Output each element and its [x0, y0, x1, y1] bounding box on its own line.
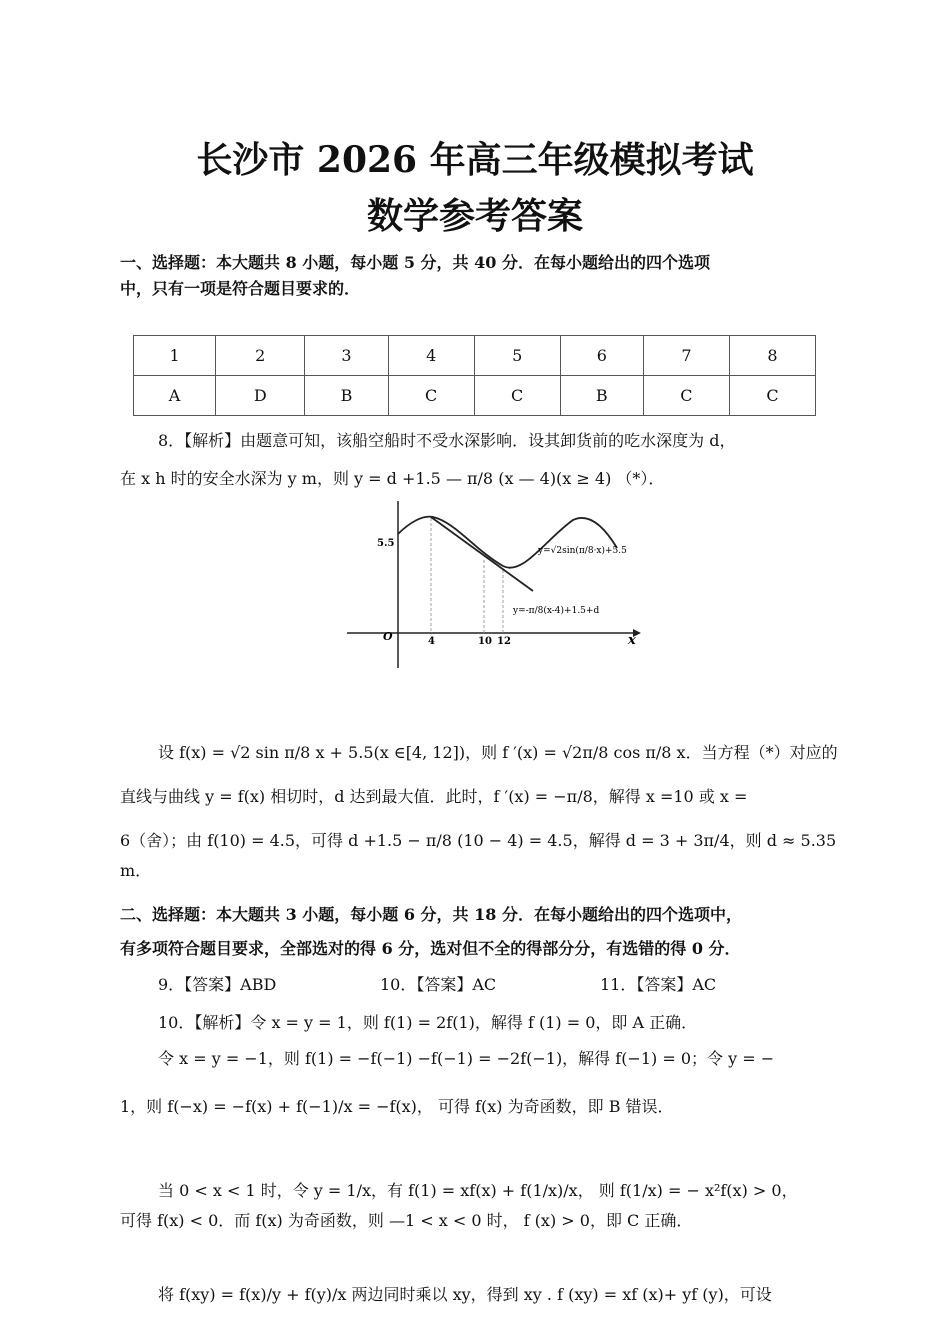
table-cell: B [305, 376, 388, 416]
q10-line6: 将 f(xy) = f(x)/y + f(y)/x 两边同时乘以 xy，得到 xy . f (xy) = xf (x)+ yf (y)，可设 [158, 1285, 772, 1304]
section2-heading-line1: 二、选择题：本大题共 3 小题，每小题 6 分，共 18 分．在每小题给出的四个选项中， [120, 905, 742, 924]
section2-heading-line2: 有多项符合题目要求，全部选对的得 6 分，选对但不全的得部分分，有选错的得 0 分． [120, 939, 741, 958]
table-cell: 4 [388, 336, 474, 376]
q10-line4: 当 0 < x < 1 时，令 y = 1/x，有 f(1) = xf(x) + f(1/x)/x， 则 f(1/x) = − x²f(x) > 0， [158, 1181, 798, 1200]
q8-line5: 6（舍）；由 f(10) = 4.5，可得 d +1.5 − π/8 (10 − 4) = 4.5，解得 d = 3 + 3π/4，则 d ≈ 5.35 [120, 831, 837, 850]
q11-answer: 11．【答案】AC [600, 975, 717, 994]
line-label: y=-π/8(x-4)+1.5+d [513, 606, 600, 616]
q8-line4: 直线与曲线 y = f(x) 相切时，d 达到最大值．此时，f ′(x) = −π/8，解得 x =10 或 x = [120, 787, 748, 806]
q10-line3: 1，则 f(−x) = −f(x) + f(−1)/x = −f(x)， 可得 f(x) 为奇函数，即 B 错误． [120, 1097, 674, 1116]
tangent-line [431, 517, 533, 591]
section1-heading-line2: 中，只有一项是符合题目要求的． [120, 279, 361, 298]
table-cell: 6 [560, 336, 643, 376]
answer-table-answer-row [134, 376, 816, 416]
q8-graph [345, 498, 645, 673]
table-cell: 1 [134, 336, 216, 376]
q9-answer: 9．【答案】ABD [158, 975, 277, 994]
table-cell: C [643, 376, 729, 416]
title-line2: 数学参考答案 [366, 195, 583, 237]
answer-table [133, 335, 816, 416]
table-cell: C [388, 376, 474, 416]
x-tick-label: 12 [497, 636, 511, 647]
curve-label: y=√2sin(π/8·x)+5.5 [538, 546, 627, 556]
q10-line1: 10．【解析】令 x = y = 1，则 f(1) = 2f(1)，解得 f (1) = 0，即 A 正确． [158, 1013, 698, 1032]
answer-table-number-row [134, 336, 816, 376]
q8-line6: m． [120, 861, 152, 880]
table-cell: 5 [474, 336, 560, 376]
section2-heading [120, 898, 850, 966]
table-cell: 8 [729, 336, 815, 376]
table-cell: C [474, 376, 560, 416]
q10-line2: 令 x = y = −1，则 f(1) = −f(−1) −f(−1) = −2f(−1)，解得 f(−1) = 0；令 y = − [158, 1049, 775, 1068]
q10-line5: 可得 f(x) < 0．而 f(x) 为奇函数，则 —1 < x < 0 时， f (x) > 0，即 C 正确． [120, 1211, 693, 1230]
q8-line2: 在 x h 时的安全水深为 y m，则 y = d +1.5 — π/8 (x — 4)(x ≥ 4) （*）． [120, 469, 665, 488]
table-cell: B [560, 376, 643, 416]
q8-line1: 8．【解析】由题意可知，该船空船时不受水深影响．设其卸货前的吃水深度为 d， [158, 431, 736, 450]
origin-label: O [383, 630, 393, 643]
x-tick-label: 10 [478, 636, 492, 647]
table-cell: A [134, 376, 216, 416]
section1-heading [120, 250, 835, 302]
table-cell: C [729, 376, 815, 416]
title-line1: 长沙市 2026 年高三年级模拟考试 [196, 139, 754, 181]
q8-line3: 设 f(x) = √2 sin π/8 x + 5.5(x ∈[4, 12])，则 f ′(x) = √2π/8 cos π/8 x．当方程（*）对应的 [158, 743, 838, 762]
x-axis-label: x [628, 633, 636, 648]
table-cell: 7 [643, 336, 729, 376]
table-cell: 2 [216, 336, 305, 376]
x-tick-label: 4 [428, 636, 435, 647]
q10-answer: 10．【答案】AC [380, 975, 497, 994]
section1-heading-line1: 一、选择题：本大题共 8 小题，每小题 5 分，共 40 分．在每小题给出的四个选项 [120, 253, 710, 272]
table-cell: 3 [305, 336, 388, 376]
y-tick-label: 5.5 [377, 538, 395, 549]
table-cell: D [216, 376, 305, 416]
